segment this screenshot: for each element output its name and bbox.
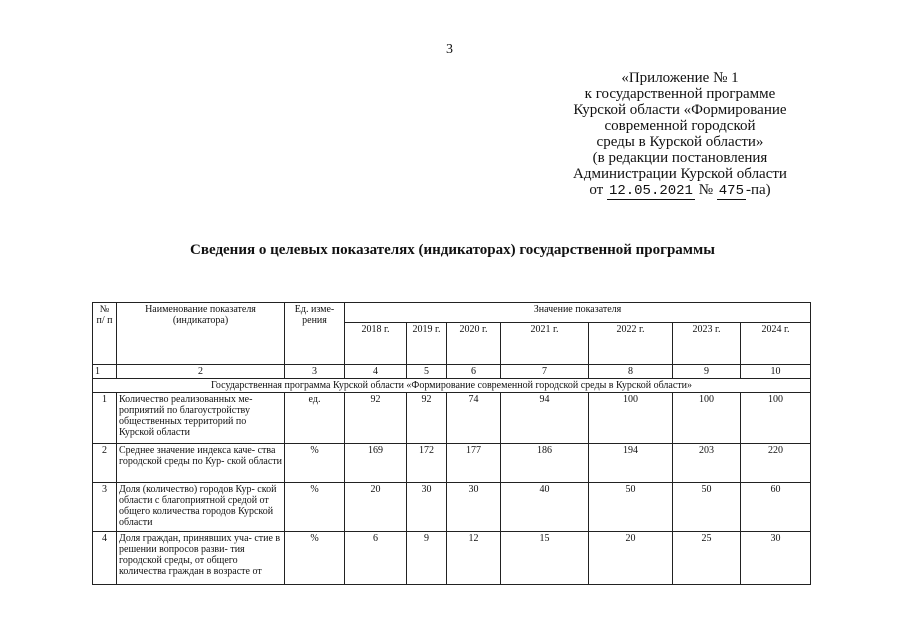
row-value: 50: [589, 483, 673, 532]
row-num: 2: [93, 444, 117, 483]
row-name: Доля (количество) городов Кур- ской области с благоприятной средой от общего количества городов Курской области: [117, 483, 285, 532]
row-value: 203: [673, 444, 741, 483]
header-name: Наименование показателя (индикатора): [117, 303, 285, 365]
row-value: 30: [447, 483, 501, 532]
row-value: 50: [673, 483, 741, 532]
row-name: Среднее значение индекса каче- ства городской среды по Кур- ской области: [117, 444, 285, 483]
row-num: 1: [93, 393, 117, 444]
decree-prefix: от: [589, 182, 604, 198]
row-value: 92: [407, 393, 447, 444]
row-name: Доля граждан, принявших уча- стие в решении вопросов разви- тия городской среды, от общего количества граждан в возрасте от: [117, 532, 285, 585]
row-value: 30: [407, 483, 447, 532]
row-value: 25: [673, 532, 741, 585]
row-value: 172: [407, 444, 447, 483]
row-value: 20: [345, 483, 407, 532]
header-year: 2024 г.: [741, 323, 811, 365]
appendix-line: «Приложение № 1: [621, 70, 739, 86]
appendix-line: Курской области «Формирование: [573, 102, 787, 118]
header-year: 2022 г.: [589, 323, 673, 365]
col-number: 4: [345, 365, 407, 379]
row-value: 92: [345, 393, 407, 444]
appendix-line: к государственной программе: [584, 86, 776, 102]
header-num: № п/ п: [93, 303, 117, 365]
header-year: 2021 г.: [501, 323, 589, 365]
header-unit: Ед. изме- рения: [285, 303, 345, 365]
col-number: 6: [447, 365, 501, 379]
table-row: [93, 393, 811, 444]
decree-suffix: -па): [745, 182, 771, 198]
row-unit: %: [285, 532, 345, 585]
row-value: 194: [589, 444, 673, 483]
row-unit: %: [285, 483, 345, 532]
column-number-row: [93, 365, 811, 379]
table-row: [93, 483, 811, 532]
row-value: 94: [501, 393, 589, 444]
decree-no-label: №: [698, 182, 714, 198]
col-number: 1: [93, 365, 117, 379]
table-row: [93, 444, 811, 483]
header-year: 2023 г.: [673, 323, 741, 365]
row-unit: ед.: [285, 393, 345, 444]
row-name: Количество реализованных ме- роприятий по благоустройству общественных территорий по Курской области: [117, 393, 285, 444]
row-unit: %: [285, 444, 345, 483]
row-value: 100: [741, 393, 811, 444]
row-value: 220: [741, 444, 811, 483]
col-number: 8: [589, 365, 673, 379]
row-value: 20: [589, 532, 673, 585]
appendix-block: [560, 70, 800, 199]
header-year: 2019 г.: [407, 323, 447, 365]
col-number: 7: [501, 365, 589, 379]
row-value: 177: [447, 444, 501, 483]
row-value: 100: [589, 393, 673, 444]
row-value: 9: [407, 532, 447, 585]
appendix-line: (в редакции постановления: [592, 150, 768, 166]
header-year: 2020 г.: [447, 323, 501, 365]
appendix-line: Администрации Курской области: [573, 166, 787, 182]
appendix-decree-line: [560, 182, 800, 199]
row-value: 60: [741, 483, 811, 532]
decree-number: 475: [718, 183, 744, 199]
col-number: 9: [673, 365, 741, 379]
row-value: 186: [501, 444, 589, 483]
document-title: Сведения о целевых показателях (индикаторах) государственной программы: [190, 242, 715, 258]
row-value: 100: [673, 393, 741, 444]
header-year: 2018 г.: [345, 323, 407, 365]
program-row: Государственная программа Курской области «Формирование современной городской среды в Курской области»: [93, 379, 811, 393]
indicators-table: [92, 302, 811, 585]
row-value: 74: [447, 393, 501, 444]
row-value: 15: [501, 532, 589, 585]
page-number: 3: [446, 42, 453, 57]
col-number: 5: [407, 365, 447, 379]
appendix-line: современной городской: [604, 118, 756, 134]
table-row: [93, 532, 811, 585]
row-value: 40: [501, 483, 589, 532]
row-value: 6: [345, 532, 407, 585]
row-value: 30: [741, 532, 811, 585]
row-value: 12: [447, 532, 501, 585]
col-number: 3: [285, 365, 345, 379]
row-num: 4: [93, 532, 117, 585]
appendix-line: среды в Курской области»: [596, 134, 764, 150]
row-num: 3: [93, 483, 117, 532]
col-number: 2: [117, 365, 285, 379]
decree-date: 12.05.2021: [608, 183, 693, 199]
header-value: Значение показателя: [345, 303, 811, 323]
row-value: 169: [345, 444, 407, 483]
col-number: 10: [741, 365, 811, 379]
